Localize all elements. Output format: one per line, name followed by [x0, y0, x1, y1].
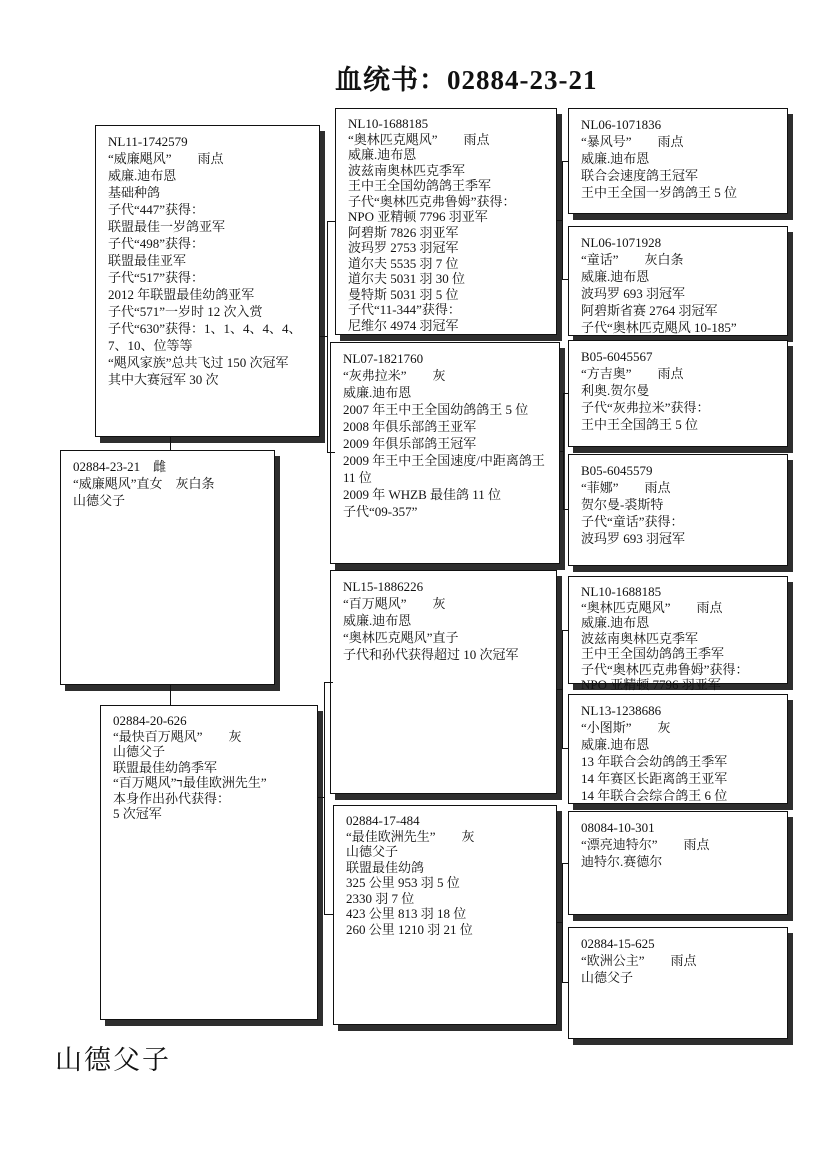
text-line: 子代“灰弗拉米”获得： [581, 400, 710, 415]
text-line: 14 年联合会综合鸽王 6 位 [581, 788, 728, 803]
text-line: 威廉.迪布恩 [581, 151, 650, 166]
text-line: 子代“奥林匹克飓风 10-185” [581, 320, 737, 335]
text-line: 联盟最佳幼鸽 [346, 859, 425, 875]
text-line: “奥林匹克飓风” 雨点 [581, 599, 723, 615]
text-line: 2330 羽 7 位 [346, 890, 415, 906]
pedigree-box-ss-sire [568, 108, 788, 214]
pedigree-box-dam-dam [333, 805, 557, 1025]
pedigree-box-sd-sire [568, 340, 788, 447]
text-line: 利奥.贺尔曼 [581, 383, 650, 398]
text-line: “漂亮迪特尔” 雨点 [581, 837, 710, 852]
text-line: 威廉.迪布恩 [581, 615, 650, 630]
page-title: 血统书：02884-23-21 [335, 65, 598, 95]
text-line: 山德父子 [346, 844, 399, 859]
text-line: 2009 年王中王全国速度/中距离鸽王 [343, 453, 545, 468]
text-line: “欧洲公主” 雨点 [581, 953, 697, 968]
text-line: “奥林匹克飓风” 雨点 [348, 131, 490, 147]
text-line: 尼维尔 4974 羽冠军 [348, 317, 459, 333]
text-line: 阿碧斯省赛 2764 羽冠军 [581, 303, 718, 318]
text-line: NPO 亚精顿 7796 羽亚军 [348, 209, 488, 224]
text-line: “方吉奥” 雨点 [581, 366, 684, 381]
text-line: 道尔夫 5535 羽 7 位 [348, 255, 459, 271]
connector-bracket-ss-parents [562, 161, 568, 280]
text-line: 贺尔曼-裘斯特 [581, 497, 664, 512]
pedigree-box-ds-dam [568, 694, 788, 804]
text-line: 威廉.迪布恩 [581, 737, 650, 752]
text-line: 王中王全国一岁鸽鸽王 5 位 [581, 185, 738, 200]
connector-bracket-dd-parents [562, 863, 568, 983]
text-line: 威廉.迪布恩 [581, 269, 650, 284]
text-line: 联盟最佳一岁鸽亚军 [108, 219, 226, 234]
text-line: 联合会速度鸽王冠军 [581, 168, 699, 183]
text-line: 02884-23-21 雌 [73, 459, 167, 474]
text-line: 迪特尔.赛德尔 [581, 854, 663, 869]
text-line: 11 位 [343, 470, 372, 485]
text-line: “暴风号” 雨点 [581, 134, 684, 149]
text-line: “童话” 灰白条 [581, 252, 684, 267]
text-line: NL10-1688185 [348, 116, 429, 131]
pedigree-box-sire-dam [330, 342, 560, 564]
text-line: 山德父子 [73, 493, 126, 508]
text-line: 子代“童话”获得： [581, 514, 684, 529]
text-line: 子代“498”获得： [108, 236, 205, 251]
text-line: 威廉.迪布恩 [108, 168, 177, 183]
pedigree-box-ds-sire [568, 576, 788, 692]
text-line: 子代“奥林匹克弗鲁姆”获得： [581, 661, 749, 677]
text-line: 13 年联合会幼鸽鸽王季军 [581, 754, 728, 769]
text-line: NL15-1886226 [343, 579, 424, 594]
text-line: NL13-1238686 [581, 703, 662, 718]
text-line: “灰弗拉米” 灰 [343, 368, 446, 383]
text-line: 7、10、位等等 [108, 338, 193, 353]
text-line: B05-6045567 [581, 349, 653, 364]
text-line: 波兹南奥林匹克季军 [348, 162, 466, 178]
connector-bracket-dam-parents [324, 682, 333, 915]
pedigree-box-ss-dam [568, 226, 788, 336]
text-line: 子代“11-344”获得： [348, 302, 461, 317]
text-line: 威廉.迪布恩 [348, 147, 417, 162]
text-line: 子代和孙代获得超过 10 次冠军 [343, 647, 519, 662]
text-line: “飓风家族”总共飞过 150 次冠军 [108, 355, 289, 370]
text-line: 基础种鸽 [108, 185, 161, 200]
pedigree-box-sire [95, 125, 320, 437]
text-line: “威廉飓风” 雨点 [108, 151, 224, 166]
text-line: “小图斯” 灰 [581, 720, 671, 735]
text-line: 423 公里 813 羽 18 位 [346, 906, 467, 921]
text-line: 02884-15-625 [581, 936, 655, 951]
text-line: 08084-10-301 [581, 820, 655, 835]
connector-subject-sire [170, 437, 171, 450]
text-line: 其中大赛冠军 30 次 [108, 372, 219, 387]
text-line: 2012 年联盟最佳幼鸽亚军 [108, 287, 255, 302]
text-line: NL06-1071836 [581, 117, 662, 132]
text-line: 道尔夫 5031 羽 30 位 [348, 271, 466, 286]
connector-bracket-sire-parents [327, 221, 335, 453]
text-line: “最佳欧洲先生” 灰 [346, 828, 475, 844]
text-line: NL06-1071928 [581, 235, 662, 250]
pedigree-box-sd-dam [568, 454, 788, 566]
text-line: B05-6045579 [581, 463, 653, 478]
text-line: 子代“517”获得： [108, 270, 205, 285]
text-line: 5 次冠军 [113, 806, 162, 821]
pedigree-box-sire-sire [335, 108, 557, 335]
text-line: 14 年赛区长距离鸽王亚军 [581, 771, 728, 786]
pedigree-box-dam-sire [330, 570, 557, 794]
text-line: “奥林匹克飓风”直子 [343, 630, 459, 645]
text-line: “百万飓风” 灰 [343, 596, 446, 611]
text-line: 威廉.迪布恩 [343, 385, 412, 400]
text-line: 2009 年俱乐部鸽王冠军 [343, 436, 477, 451]
pedigree-box-dd-dam [568, 927, 788, 1039]
text-line: 波玛罗 2753 羽冠军 [348, 240, 459, 255]
text-line: 2009 年 WHZB 最佳鸽 11 位 [343, 487, 502, 502]
text-line: 子代“630”获得：1、1、4、4、4、 [108, 321, 302, 336]
text-line: 王中王全国幼鸽鸽王季军 [348, 178, 492, 193]
text-line: NL07-1821760 [343, 351, 424, 366]
pedigree-box-dam [100, 705, 318, 1020]
text-line: 王中王全国鸽王 5 位 [581, 417, 699, 432]
text-line: 子代“571”一岁时 12 次入赏 [108, 304, 263, 319]
text-line: 山德父子 [113, 744, 166, 759]
text-line: “威廉飓风”直女 灰白条 [73, 476, 215, 491]
text-line: 2008 年俱乐部鸽王亚军 [343, 419, 477, 434]
text-line: 威廉.迪布恩 [343, 613, 412, 628]
text-line: NPO 亚精顿 7796 羽亚军 [581, 677, 721, 692]
text-line: “百万飓风”ד最佳欧洲先生” [113, 775, 267, 790]
text-line: 260 公里 1210 羽 21 位 [346, 921, 473, 937]
text-line: 波兹南奥林匹克季军 [581, 630, 699, 646]
connector-bracket-ds-parents [562, 630, 568, 749]
text-line: 子代“447”获得： [108, 202, 205, 217]
connector-bracket-sd-parents [563, 393, 568, 510]
text-line: 波玛罗 693 羽冠军 [581, 286, 686, 301]
pedigree-box-dd-sire [568, 811, 788, 915]
text-line: 子代“09-357” [343, 504, 418, 519]
pedigree-box-subject [60, 450, 275, 685]
text-line: 王中王全国幼鸽鸽王季军 [581, 646, 725, 661]
text-line: NL11-1742579 [108, 134, 188, 149]
text-line: 阿碧斯 7826 羽亚军 [348, 224, 459, 240]
connector-subject-dam [170, 685, 171, 705]
text-line: NL10-1688185 [581, 584, 662, 599]
text-line: “菲娜” 雨点 [581, 480, 671, 495]
text-line: “最快百万飓风” 灰 [113, 728, 242, 744]
text-line: 曼特斯 5031 羽 5 位 [348, 286, 459, 302]
text-line: 波玛罗 693 羽冠军 [581, 531, 686, 546]
text-line: 本身作出孙代获得： [113, 790, 231, 806]
text-line: 325 公里 953 羽 5 位 [346, 875, 460, 890]
text-line: 山德父子 [581, 970, 634, 985]
text-line: 02884-17-484 [346, 813, 420, 828]
text-line: 子代“奥林匹克弗鲁姆”获得： [348, 193, 516, 209]
text-line: 联盟最佳幼鸽季军 [113, 759, 218, 775]
text-line: 2007 年王中王全国幼鸽鸽王 5 位 [343, 402, 529, 417]
connector-stub-sire [320, 336, 327, 337]
text-line: 联盟最佳亚军 [108, 253, 187, 268]
text-line: 02884-20-626 [113, 713, 187, 728]
loft-name: 山德父子 [55, 1045, 171, 1075]
